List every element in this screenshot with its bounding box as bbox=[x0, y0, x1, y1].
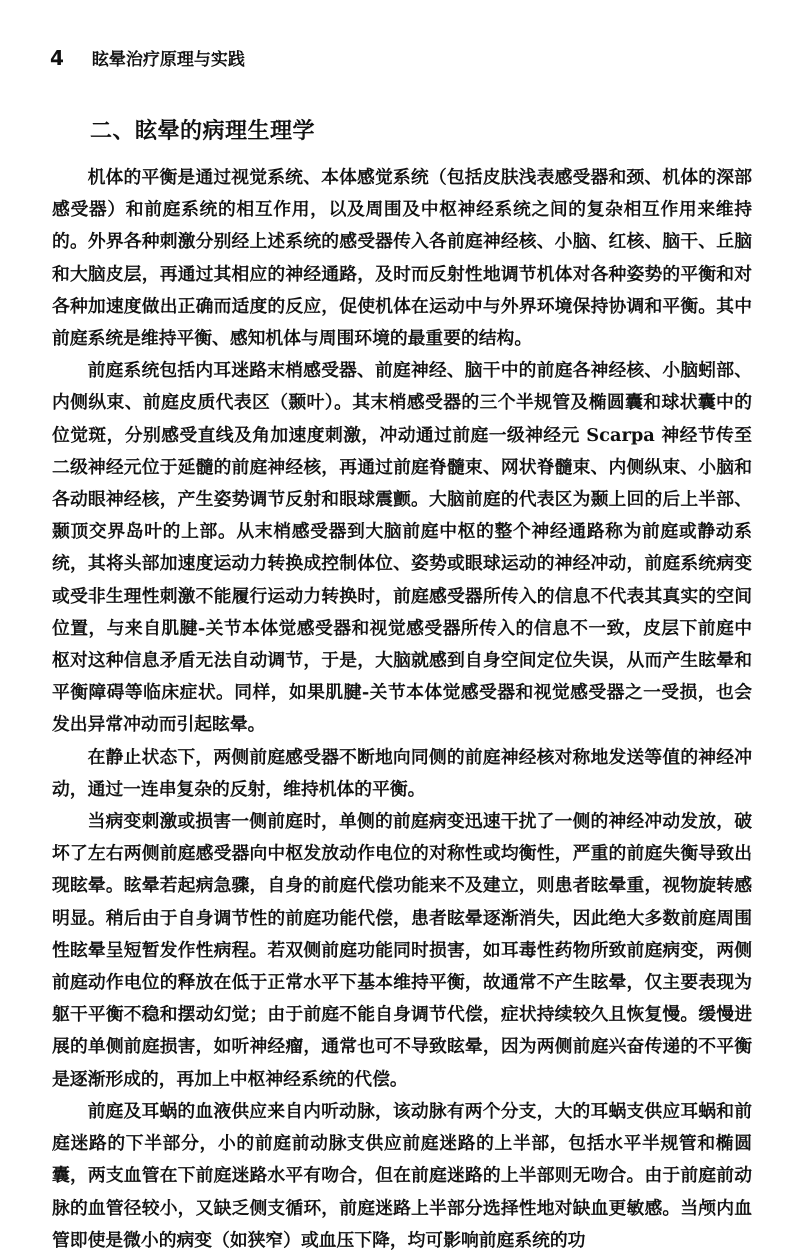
section-heading: 二、眩晕的病理生理学 bbox=[90, 119, 316, 144]
paragraph-resting-state: 在静止状态下，两侧前庭感受器不断地向同侧的前庭神经核对称地发送等值的神经冲动，通过一连串复杂的反射，维持机体的平衡。 bbox=[52, 746, 752, 800]
paragraph-balance-systems: 机体的平衡是通过视觉系统、本体感觉系统（包括皮肤浅表感受器和颈、机体的深部感受器）和前庭系统的相互作用，以及周围及中枢神经系统之间的复杂相互作用来维持的。外界各种刺激分别经上述系统的感受器传入各前庭神经核、小脑、红核、脑干、丘脑和大脑皮层，再通过其相应的神经通路，及时而反射性地调节机体对各种姿势的平衡和对各种加速度做出正确而适度的反应，促使机体在运动中与外界环境保持协调和平衡。其中前庭系统是维持平衡、感知机体与周围环境的最重要的结构。 bbox=[52, 167, 752, 350]
book-title: 眩晕治疗原理与实践 bbox=[91, 50, 245, 70]
page-number: 4 bbox=[50, 46, 64, 70]
running-header bbox=[50, 45, 245, 73]
body-text bbox=[52, 162, 752, 1257]
paragraph-blood-supply: 前庭及耳蜗的血液供应来自内听动脉，该动脉有两个分支，大的耳蜗支供应耳蜗和前庭迷路的下半部分，小的前庭前动脉支供应前庭迷路的上半部，包括水平半规管和椭圆囊，两支血管在下前庭迷路水平有吻合，但在前庭迷路的上半部则无吻合。由于前庭前动脉的血管径较小，又缺乏侧支循环，前庭迷路上半部分选择性地对缺血更敏感。当颅内血管即使是微小的病变（如狭窄）或血压下降，均可影响前庭系统的功 bbox=[52, 1100, 752, 1251]
paragraph-vestibular-system: 前庭系统包括内耳迷路末梢感受器、前庭神经、脑干中的前庭各神经核、小脑蚓部、内侧纵束、前庭皮质代表区（颞叶）。其末梢感受器的三个半规管及椭圆囊和球状囊中的位觉斑，分别感受直线及角加速度刺激，冲动通过前庭一级神经元 Scarpa 神经节传至二级神经元位于延髓的前庭神经核，再通过前庭脊髓束、网状脊髓束、内侧纵束、小脑和各动眼神经核，产生姿势调节反射和眼球震颤。大脑前庭的代表区为颞上回的后上半部、颞顶交界岛叶的上部。从末梢感受器到大脑前庭中枢的整个神经通路称为前庭或静动系统，其将头部加速度运动力转换成控制体位、姿势或眼球运动的神经冲动，前庭系统病变或受非生理性刺激不能履行运动力转换时，前庭感受器所传入的信息不代表其真实的空间位置，与来自肌腱-关节本体觉感受器和视觉感受器所传入的信息不一致，皮层下前庭中枢对这种信息矛盾无法自动调节，于是，大脑就感到自身空间定位失误，从而产生眩晕和平衡障碍等临床症状。同样，如果肌腱-关节本体觉感受器和视觉感受器之一受损，也会发出异常冲动而引起眩晕。 bbox=[52, 360, 752, 736]
paragraph-unilateral-lesion: 当病变刺激或损害一侧前庭时，单侧的前庭病变迅速干扰了一侧的神经冲动发放，破坏了左右两侧前庭感受器向中枢发放动作电位的对称性或均衡性，严重的前庭失衡导致出现眩晕。眩晕若起病急骤，自身的前庭代偿功能来不及建立，则患者眩晕重，视物旋转感明显。稍后由于自身调节性的前庭功能代偿，患者眩晕逐渐消失，因此绝大多数前庭周围性眩晕呈短暂发作性病程。若双侧前庭功能同时损害，如耳毒性药物所致前庭病变，两侧前庭动作电位的释放在低于正常水平下基本维持平衡，故通常不产生眩晕，仅主要表现为躯干平衡不稳和摆动幻觉；由于前庭不能自身调节代偿，症状持续较久且恢复慢。缓慢进展的单侧前庭损害，如听神经瘤，通常也可不导致眩晕，因为两侧前庭兴奋传递的不平衡是逐渐形成的，再加上中枢神经系统的代偿。 bbox=[52, 811, 752, 1090]
